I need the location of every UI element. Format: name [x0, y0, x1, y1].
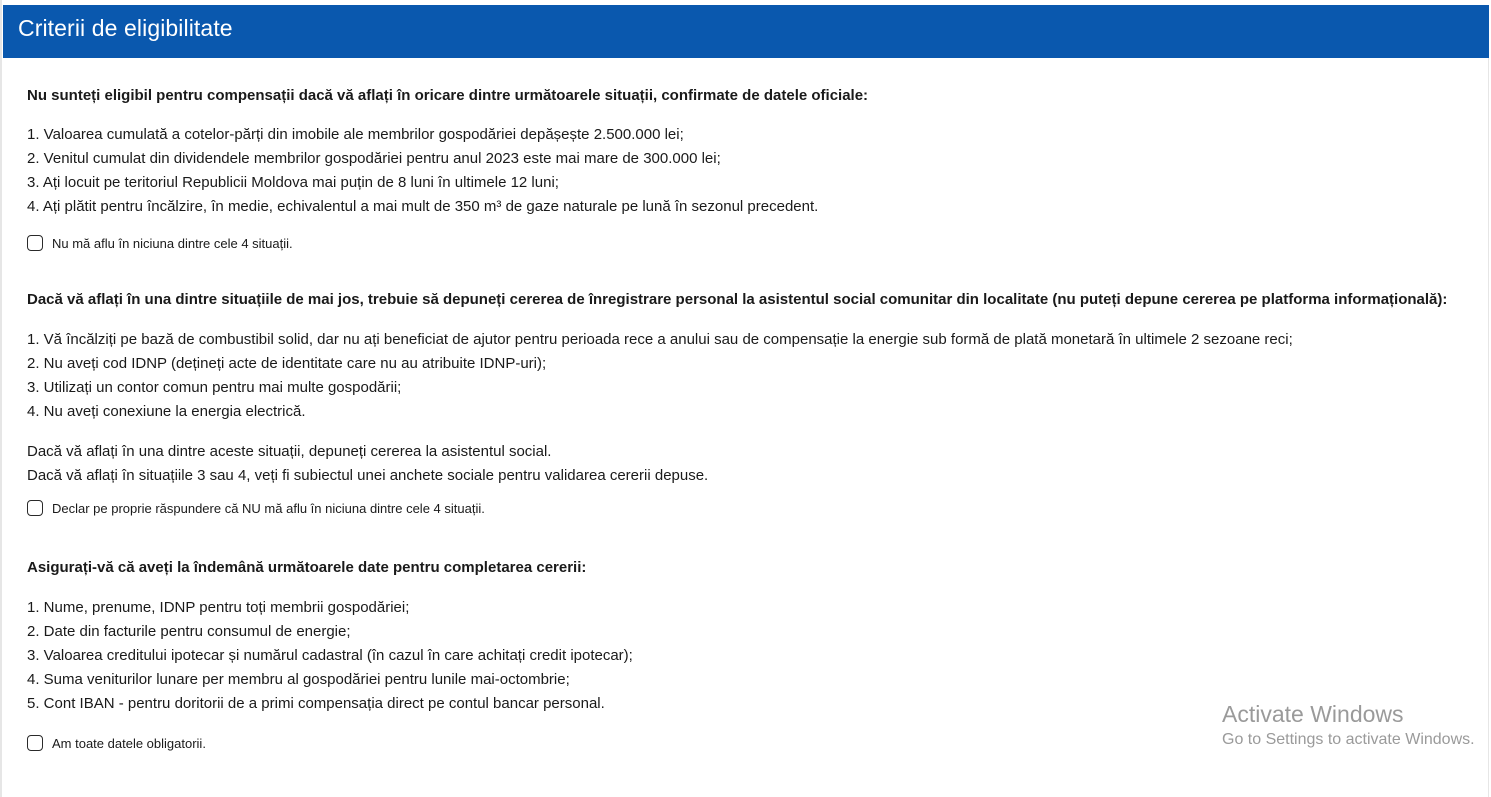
in-person-list [27, 328, 1467, 424]
page-header [3, 5, 1489, 58]
list-item: 1. Vă încălziți pe bază de combustibil solid, dar nu ați beneficiat de ajutor pentru perioada rece a anului sau de compensație la energie sub formă de plată monetară în ultimele 2 sezoane reci; [27, 331, 1293, 348]
section-in-person-title: Dacă vă aflați în una dintre situațiile de mai jos, trebuie să depuneți cererea de înregistrare personal la asistentul social comunitar din localitate (nu puteți depune cererea pe platforma informațională): [27, 291, 1448, 308]
list-item: 1. Valoarea cumulată a cotelor-părți din imobile ale membrilor gospodăriei depășește 2.500.000 lei; [27, 126, 684, 143]
required-data-list [27, 596, 1467, 716]
ineligibility-list [27, 123, 1467, 219]
list-item: 4. Ați plătit pentru încălzire, în medie, echivalentul a mai mult de 350 m³ de gaze naturale pe lună în sezonul precedent. [27, 198, 819, 215]
ineligibility-confirm-label: Nu mă aflu în niciuna dintre cele 4 situații. [52, 235, 293, 251]
list-item: 4. Suma veniturilor lunare per membru al gospodăriei pentru lunile mai-octombrie; [27, 671, 570, 688]
right-border [1488, 58, 1489, 797]
required-data-checkbox[interactable] [27, 735, 43, 751]
main-content [27, 84, 1467, 753]
in-person-note-2: Dacă vă aflați în situațiile 3 sau 4, veți fi subiectul unei anchete sociale pentru validarea cererii depuse. [27, 467, 709, 484]
left-border [0, 0, 2, 797]
section-in-person [27, 288, 1467, 518]
declaration-checkbox[interactable] [27, 500, 43, 516]
list-item: 3. Utilizați un contor comun pentru mai multe gospodării; [27, 379, 402, 396]
in-person-note-1: Dacă vă aflați în una dintre aceste situații, depuneți cererea la asistentul social. [27, 443, 552, 460]
list-item: 2. Venitul cumulat din dividendele membrilor gospodăriei pentru anul 2023 este mai mare de 300.000 lei; [27, 150, 721, 167]
declaration-label: Declar pe proprie răspundere că NU mă aflu în niciuna dintre cele 4 situații. [52, 500, 485, 516]
section-required-data-title: Asigurați-vă că aveți la îndemână următoarele date pentru completarea cererii: [27, 559, 587, 576]
list-item: 3. Valoarea creditului ipotecar și numărul cadastral (în cazul în care achitați credit ipotecar); [27, 647, 633, 664]
section-ineligibility [27, 84, 1467, 253]
list-item: 4. Nu aveți conexiune la energia electrică. [27, 403, 306, 420]
page-title: Criterii de eligibilitate [18, 15, 233, 41]
list-item: 3. Ați locuit pe teritoriul Republicii Moldova mai puțin de 8 luni în ultimele 12 luni; [27, 174, 559, 191]
ineligibility-confirm-checkbox-row[interactable] [27, 233, 1467, 253]
watermark-subtitle: Go to Settings to activate Windows. [1222, 731, 1475, 748]
required-data-label: Am toate datele obligatorii. [52, 735, 206, 751]
section-ineligibility-title: Nu sunteți eligibil pentru compensații dacă vă aflați în oricare dintre următoarele situații, confirmate de datele oficiale: [27, 87, 869, 104]
list-item: 5. Cont IBAN - pentru doritorii de a primi compensația direct pe contul bancar personal. [27, 695, 605, 712]
watermark-title: Activate Windows [1222, 701, 1404, 727]
ineligibility-confirm-checkbox[interactable] [27, 235, 43, 251]
list-item: 2. Nu aveți cod IDNP (dețineți acte de identitate care nu au atribuite IDNP-uri); [27, 355, 547, 372]
list-item: 1. Nume, prenume, IDNP pentru toți membrii gospodăriei; [27, 599, 410, 616]
activate-windows-watermark [1222, 700, 1491, 751]
declaration-checkbox-row[interactable] [27, 498, 1467, 518]
list-item: 2. Date din facturile pentru consumul de energie; [27, 623, 351, 640]
